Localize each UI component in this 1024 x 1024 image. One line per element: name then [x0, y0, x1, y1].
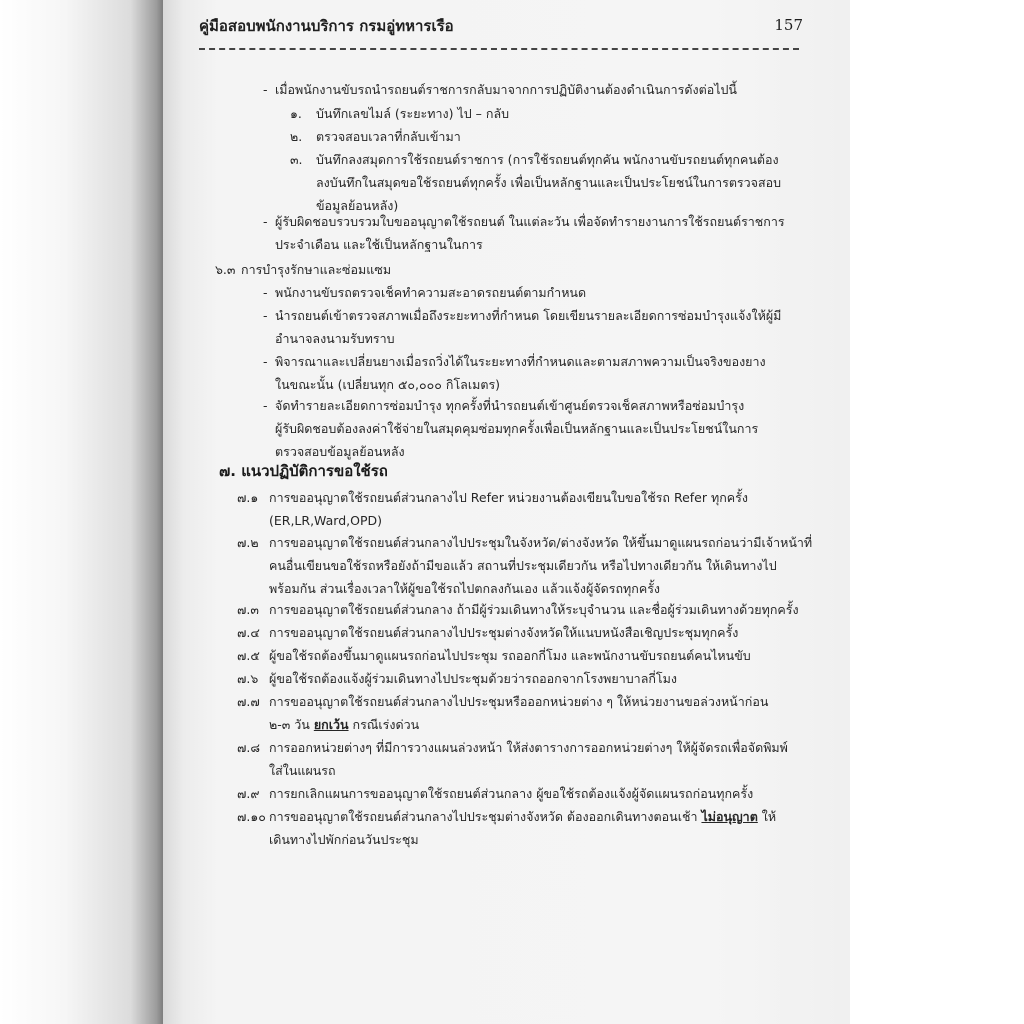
item-number: ๗.๓ [237, 602, 259, 617]
bullet-line: พิจารณาและเปลี่ยนยางเมื่อรถวิ่งได้ในระยะทางที่กำหนดและตามสภาพความเป็นจริงของยาง [275, 354, 766, 369]
item-line: (ER,LR,Ward,OPD) [269, 513, 382, 528]
bullet-dash: - [263, 214, 268, 229]
bullet-line: จัดทำรายละเอียดการซ่อมบำรุง ทุกครั้งที่นำรถยนต์เข้าศูนย์ตรวจเช็คสภาพหรือซ่อมบำรุง [275, 398, 745, 413]
item-number: ๗.๑ [237, 490, 259, 505]
subitem-line: ข้อมูลย้อนหลัง) [316, 198, 399, 213]
item-7-5 [237, 646, 837, 665]
bullet-line: ในขณะนั้น (เปลี่ยนทุก ๕๐,๐๐๐ กิโลเมตร) [275, 377, 501, 392]
bullet-dash: - [263, 308, 268, 323]
first-after: ให้ [757, 809, 777, 824]
item-number: ๗.๘ [237, 740, 261, 755]
item-7-10 [237, 807, 837, 849]
item-7-7 [237, 692, 837, 734]
subitem-number: ๓. [290, 152, 303, 167]
item-line: การขออนุญาตใช้รถยนต์ส่วนกลาง ถ้ามีผู้ร่วมเดินทางให้ระบุจำนวน และชื่อผู้ร่วมเดินทางด้วยทุกครั้ง [269, 602, 799, 617]
item-7-4 [237, 623, 837, 642]
header-title: คู่มือสอบพนักงานบริการ กรมอู่ทหารเรือ [199, 17, 454, 35]
item-line: ผู้ขอใช้รถต้องแจ้งผู้ร่วมเดินทางไปประชุมด้วยว่ารถออกจากโรงพยาบาลกี่โมง [269, 671, 677, 686]
subitem-text: ตรวจสอบเวลาที่กลับเข้ามา [316, 129, 461, 144]
underlined-exception: ยกเว้น [313, 717, 349, 732]
item-line-first [237, 807, 837, 826]
bullet-dash: - [263, 398, 268, 413]
item-7-2 [237, 533, 837, 598]
item-number: ๗.๒ [237, 535, 259, 550]
book-spine-shadow [0, 0, 163, 1024]
bullet-cleaning [263, 283, 823, 302]
subitem-3 [290, 150, 830, 215]
subitem-2 [290, 127, 830, 146]
subitem-1 [290, 104, 830, 123]
bullet-permit-collection [263, 212, 823, 254]
page-number: 157 [774, 16, 803, 34]
right-margin [850, 0, 1024, 1024]
section-title: การบำรุงรักษาและซ่อมแซม [241, 262, 392, 277]
item-7-1 [237, 488, 837, 530]
subitem-line: ลงบันทึกในสมุดขอใช้รถยนต์ทุกครั้ง เพื่อเป็นหลักฐานและเป็นประโยชน์ในการตรวจสอบ [316, 175, 782, 190]
item-7-8 [237, 738, 837, 780]
item-7-3 [237, 600, 837, 619]
running-header [199, 12, 839, 42]
item-7-6 [237, 669, 837, 688]
item-line: การขออนุญาตใช้รถยนต์ส่วนกลางไป Refer หน่วยงานต้องเขียนใบขอใช้รถ Refer ทุกครั้ง [269, 490, 748, 505]
bullet-line: อำนาจลงนามรับทราบ [275, 331, 395, 346]
tail-before: ๒-๓ วัน [269, 717, 314, 732]
item-line: ใส่ในแผนรถ [269, 763, 336, 778]
bullet-line: พนักงานขับรถตรวจเช็คทำความสะอาดรถยนต์ตามกำหนด [275, 285, 587, 300]
item-number: ๗.๕ [237, 648, 260, 663]
underlined-not-permitted: ไม่อนุญาต [701, 809, 758, 824]
section-number: ๖.๓ [215, 262, 236, 277]
item-number: ๗.๙ [237, 786, 260, 801]
item-line-tail [237, 715, 837, 734]
bullet-maintenance-record [263, 396, 823, 461]
bullet-vehicle-return [263, 80, 823, 99]
bullet-line: นำรถยนต์เข้าตรวจสภาพเมื่อถึงระยะทางที่กำหนด โดยเขียนรายละเอียดการซ่อมบำรุงแจ้งให้ผู้มี [275, 308, 782, 323]
item-line: พร้อมกัน ส่วนเรื่องเวลาให้ผู้ขอใช้รถไปตกลงกันเอง แล้วแจ้งผู้จัดรถทุกครั้ง [269, 581, 661, 596]
book-page [163, 0, 850, 1024]
item-7-9 [237, 784, 837, 803]
item-number: ๗.๔ [237, 625, 260, 640]
subitem-text: บันทึกเลขไมล์ (ระยะทาง) ไป – กลับ [316, 106, 510, 121]
item-number: ๗.๑๐ [237, 809, 266, 824]
subitem-number: ๒. [290, 129, 303, 144]
item-line: การขออนุญาตใช้รถยนต์ส่วนกลางไปประชุมในจังหวัด/ต่างจังหวัด ให้ขึ้นมาดูแผนรถก่อนว่ามีเจ้าหน้าที่ [269, 535, 813, 550]
bullet-tyres [263, 352, 823, 394]
bullet-line: ผู้รับผิดชอบต้องลงค่าใช้จ่ายในสมุดคุมซ่อมทุกครั้งเพื่อเป็นหลักฐานและเป็นประโยชน์ในการ [275, 421, 759, 436]
item-line: เดินทางไปพักก่อนวันประชุม [269, 832, 419, 847]
tail-after: กรณีเร่งด่วน [348, 717, 420, 732]
first-before: การขออนุญาตใช้รถยนต์ส่วนกลางไปประชุมต่างจังหวัด ต้องออกเดินทางตอนเช้า [269, 809, 702, 824]
bullet-inspection [263, 306, 823, 348]
bullet-line: ผู้รับผิดชอบรวบรวมใบขออนุญาตใช้รถยนต์ ในแต่ละวัน เพื่อจัดทำรายงานการใช้รถยนต์ราชการ [275, 214, 785, 229]
item-line: การยกเลิกแผนการขออนุญาตใช้รถยนต์ส่วนกลาง ผู้ขอใช้รถต้องแจ้งผู้จัดแผนรถก่อนทุกครั้ง [269, 786, 754, 801]
item-number: ๗.๖ [237, 671, 259, 686]
item-line: ผู้ขอใช้รถต้องขึ้นมาดูแผนรถก่อนไปประชุม รถออกกี่โมง และพนักงานขับรถยนต์คนไหนขับ [269, 648, 751, 663]
section-7-heading: ๗. แนวปฏิบัติการขอใช้รถ [219, 462, 388, 480]
bullet-text: เมื่อพนักงานขับรถนำรถยนต์ราชการกลับมาจากการปฏิบัติงานต้องดำเนินการดังต่อไปนี้ [275, 82, 737, 97]
item-line: การขออนุญาตใช้รถยนต์ส่วนกลางไปประชุมต่างจังหวัดให้แนบหนังสือเชิญประชุมทุกครั้ง [269, 625, 739, 640]
section-6-3-heading [215, 260, 815, 279]
subitem-number: ๑. [290, 106, 302, 121]
bullet-dash: - [263, 354, 268, 369]
item-line: การขออนุญาตใช้รถยนต์ส่วนกลางไปประชุมหรือออกหน่วยต่าง ๆ ให้หน่วยงานขอล่วงหน้าก่อน [269, 694, 769, 709]
subitem-line: บันทึกลงสมุดการใช้รถยนต์ราชการ (การใช้รถยนต์ทุกคัน พนักงานขับรถยนต์ทุกคนต้อง [316, 152, 779, 167]
bullet-dash: - [263, 82, 268, 97]
bullet-line: ตรวจสอบข้อมูลย้อนหลัง [275, 444, 405, 459]
item-line: คนอื่นเขียนขอใช้รถหรือยังถ้ามีขอแล้ว สถานที่ประชุมเดียวกัน หรือไปทางเดียวกัน ให้เดินทางไป [269, 558, 777, 573]
bullet-line: ประจำเดือน และใช้เป็นหลักฐานในการ [275, 237, 483, 252]
bullet-dash: - [263, 285, 268, 300]
item-number: ๗.๗ [237, 694, 260, 709]
item-line: การออกหน่วยต่างๆ ที่มีการวางแผนล่วงหน้า ให้ส่งตารางการออกหน่วยต่างๆ ให้ผู้จัดรถเพื่อจัดพิมพ์ [269, 740, 788, 755]
header-dashed-rule [199, 48, 799, 50]
